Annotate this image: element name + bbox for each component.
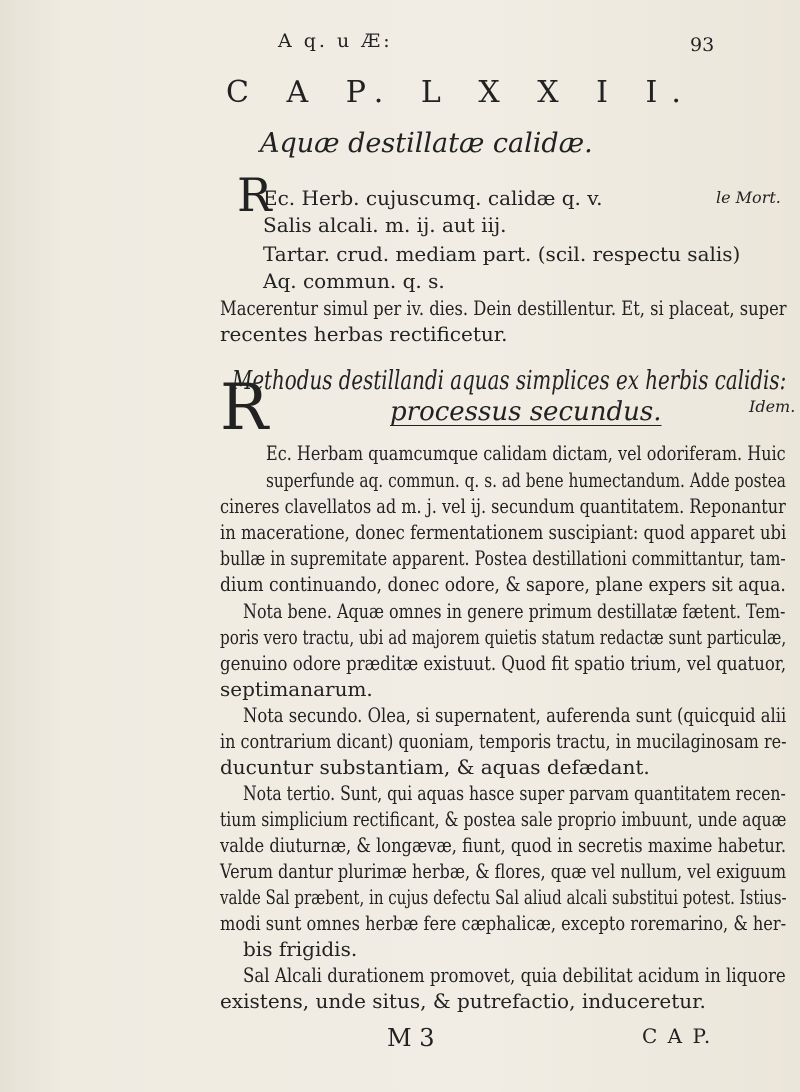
chapter-heading: C A P. L X X I I. (226, 75, 695, 110)
body-line: septimanarum. (220, 677, 373, 701)
margin-note-2: Idem. (749, 397, 796, 416)
body-line: in contrarium dicant) quoniam, temporis tractu, in mucilaginosam re- (220, 729, 787, 753)
body-line: valde diuturnæ, & longævæ, fiunt, quod in secretis maxime habetur. (220, 833, 787, 857)
body-line: bullæ in supremitate apparent. Postea destillationi committantur, tam- (220, 546, 786, 570)
body-line: tium simplicium rectificant, & postea sale proprio imbuunt, unde aquæ (220, 807, 787, 831)
recipe-title: Aquæ destillatæ calidæ. (260, 128, 593, 159)
body-line: valde Sal præbent, in cujus defectu Sal aliud alcali substitui potest. Istius- (220, 885, 787, 909)
recipe-line: Ec. Herb. cujuscumq. calidæ q. v. (263, 186, 603, 210)
body-line: in maceratione, donec fermentationem suscipiant: quod apparet ubi (220, 520, 787, 544)
body-line: dium continuando, donec odore, & sapore, plane expers sit aqua. (220, 572, 786, 596)
body-line: existens, unde situs, & putrefactio, induceretur. (220, 989, 706, 1013)
recipe-line: Salis alcali. m. ij. aut iij. (263, 213, 507, 237)
body-drop-cap: R (220, 371, 269, 445)
body-line: Nota tertio. Sunt, qui aquas hasce super parvam quantitatem recen- (243, 781, 786, 805)
body-line: Nota secundo. Olea, si supernatent, auferenda sunt (quicquid alii (243, 703, 787, 727)
method-heading: Methodus destillandi aquas simplices ex herbis calidis: (232, 366, 787, 396)
body-line: poris vero tractu, ubi ad majorem quietis statum redactæ sunt particulæ, (220, 625, 787, 649)
body-line: bis frigidis. (243, 937, 358, 961)
body-line: Nota bene. Aquæ omnes in genere primum destillatæ fætent. Tem- (243, 599, 786, 623)
body-line: ducuntur substantiam, & aquas defædant. (220, 755, 650, 779)
page-number: 93 (690, 34, 715, 56)
signature-mark: M 3 (387, 1024, 435, 1052)
body-line: modi sunt omnes herbæ fere cæphalicæ, excepto roremarino, & her- (220, 911, 787, 935)
recipe-line: recentes herbas rectificetur. (220, 322, 508, 346)
recipe-drop-cap: R (237, 168, 272, 222)
body-line: cineres clavellatos ad m. j. vel ij. secundum quantitatem. Reponantur (220, 494, 786, 518)
body-line: Verum dantur plurimæ herbæ, & flores, quæ vel nullum, vel exiguum (220, 859, 787, 883)
recipe-line: Aq. commun. q. s. (263, 269, 445, 293)
body-line: genuino odore præditæ existuut. Quod fit spatio trium, vel quatuor, (220, 651, 787, 675)
margin-note-1: le Mort. (716, 188, 781, 207)
recipe-line: Macerentur simul per iv. dies. Dein destillentur. Et, si placeat, super (220, 296, 787, 320)
recipe-line: Tartar. crud. mediam part. (scil. respectu salis) (263, 242, 741, 266)
method-subheading: processus secundus. (390, 397, 662, 427)
catchword: C A P. (642, 1024, 713, 1048)
running-head: A q. u Æ: (278, 30, 393, 52)
body-line: Sal Alcali durationem promovet, quia debilitat acidum in liquore (243, 963, 786, 987)
body-line: Ec. Herbam quamcumque calidam dictam, vel odoriferam. Huic (266, 441, 786, 465)
body-line: superfunde aq. commun. q. s. ad bene humectandum. Adde postea (266, 468, 786, 492)
